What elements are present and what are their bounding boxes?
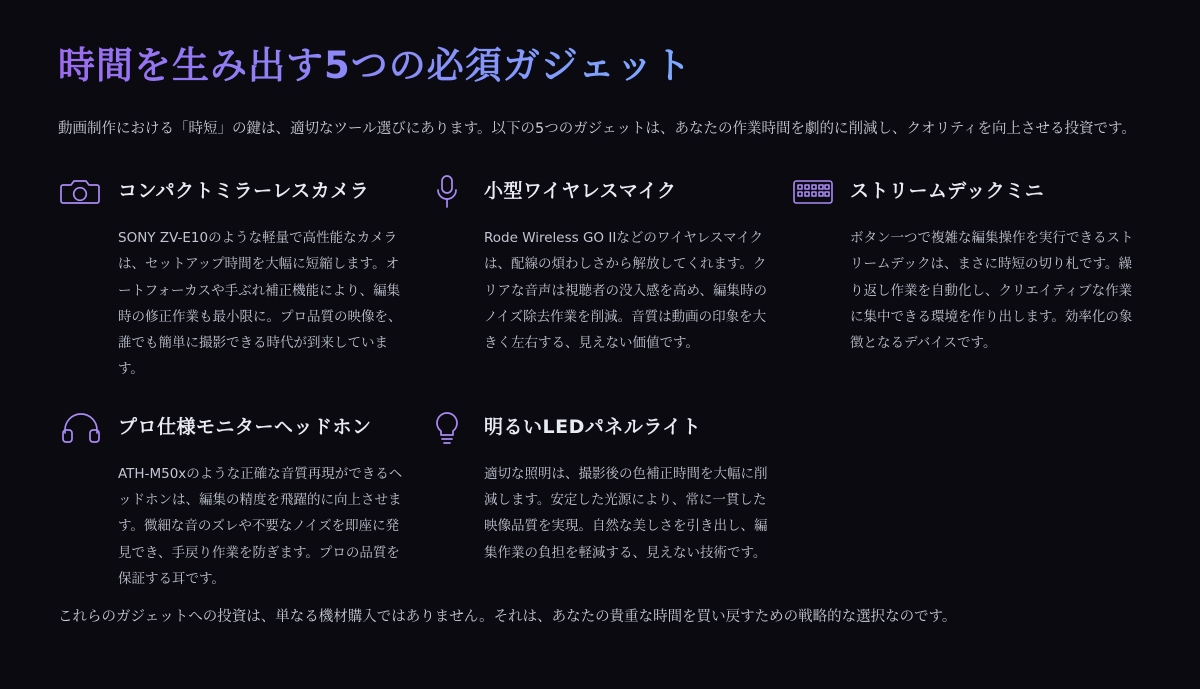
card-title: 明るいLEDパネルライト xyxy=(484,415,702,438)
card-title: ストリームデックミニ xyxy=(850,180,1045,203)
card-header xyxy=(424,169,772,215)
headphones-icon xyxy=(58,408,104,448)
camera-icon xyxy=(58,172,104,212)
lightbulb-icon xyxy=(424,408,470,448)
stream-deck-icon xyxy=(790,172,836,212)
card-body: SONY ZV-E10のような軽量で高性能なカメラは、セットアップ時間を大幅に短縮します。オートフォーカスや手ぶれ補正機能により、編集時の修正作業も最小限に。プロ品質の映像を、誰でも簡単に撮影できる時代が到来しています。 xyxy=(118,229,402,378)
gadget-card xyxy=(790,169,1156,383)
card-title: コンパクトミラーレスカメラ xyxy=(118,180,370,203)
card-body: Rode Wireless GO IIなどのワイヤレスマイクは、配線の煩わしさから解放してくれます。クリアな音声は視聴者の没入感を高め、編集時のノイズ除去作業を削減。音質は動画の印象を大きく左右する、見えない価値です。 xyxy=(484,229,767,352)
page-title: 時間を生み出す5つの必須ガジェット xyxy=(58,34,1142,90)
card-body: ATH-M50xのような正確な音質再現ができるヘッドホンは、編集の精度を飛躍的に向上させます。微細な音のズレや不要なノイズを即座に発見でき、手戻り作業を防ぎます。プロの品質を保証する耳です。 xyxy=(118,465,403,588)
gadget-grid xyxy=(58,169,1142,592)
card-header xyxy=(58,169,406,215)
card-header xyxy=(58,405,406,451)
gadget-card xyxy=(58,169,424,383)
gadget-card xyxy=(58,405,424,593)
card-header xyxy=(424,405,772,451)
microphone-icon xyxy=(424,172,470,212)
card-header xyxy=(790,169,1138,215)
card-title: プロ仕様モニターヘッドホン xyxy=(118,415,372,438)
card-title: 小型ワイヤレスマイク xyxy=(484,180,677,203)
outro-paragraph: これらのガジェットへの投資は、単なる機材購入ではありません。それは、あなたの貴重な時間を買い戻すための戦略的な選択なのです。 xyxy=(58,609,957,626)
gadget-card xyxy=(424,169,790,383)
card-body: 適切な照明は、撮影後の色補正時間を大幅に削減します。安定した光源により、常に一貫した映像品質を実現。自然な美しさを引き出し、編集作業の負担を軽減する、見えない技術です。 xyxy=(484,465,768,561)
intro-paragraph: 動画制作における「時短」の鍵は、適切なツール選びにあります。以下の5つのガジェットは、あなたの作業時間を劇的に削減し、クオリティを向上させる投資です。 xyxy=(58,121,1136,138)
card-body: ボタン一つで複雑な編集操作を実行できるストリームデックは、まさに時短の切り札です。繰り返し作業を自動化し、クリエイティブな作業に集中できる環境を作り出します。効率化の象徴となるデバイスです。 xyxy=(850,229,1134,352)
gadget-card xyxy=(424,405,790,593)
